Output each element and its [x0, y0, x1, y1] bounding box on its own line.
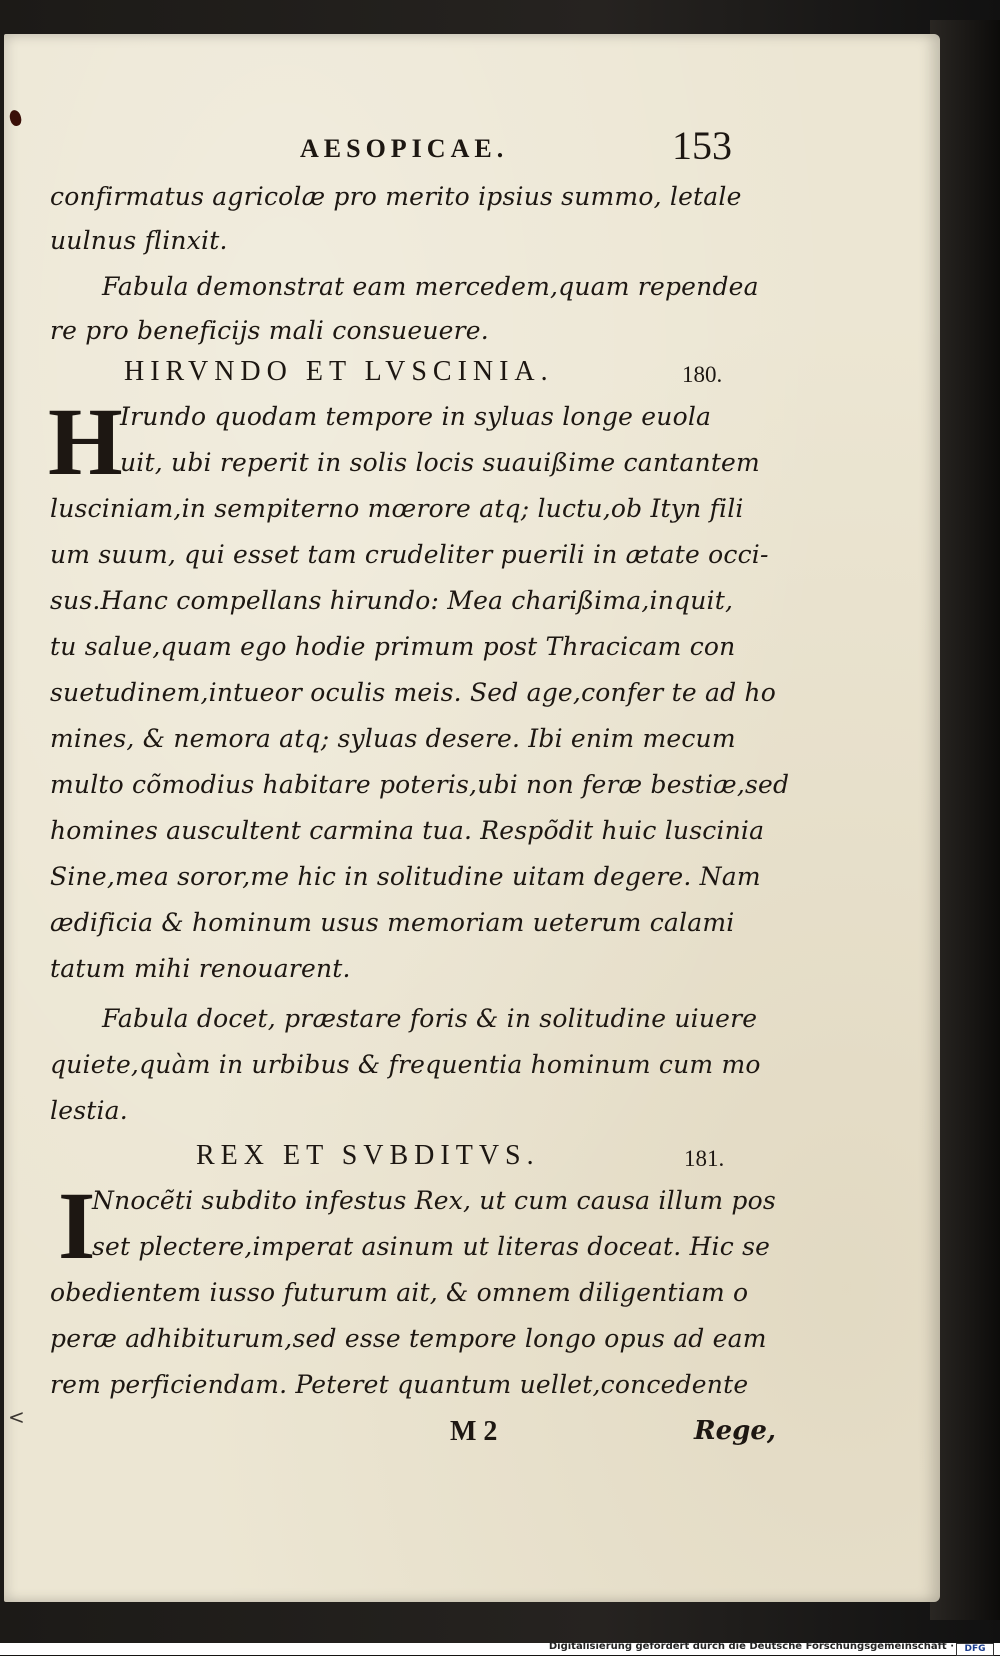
page-number: 153: [672, 123, 732, 168]
drop-capital: I: [58, 1172, 96, 1279]
text-line: set plectere,imperat asinum ut literas doceat. Hic se: [92, 1232, 771, 1261]
text-line: uit, ubi reperit in solis locis suauißime cantantem: [120, 448, 760, 477]
moral-line: re pro beneficijs mali consueuere.: [50, 316, 489, 345]
text-line: sus.Hanc compellans hirundo: Mea charißima,inquit,: [50, 586, 734, 615]
text-line: uulnus flinxit.: [50, 226, 228, 255]
text-line: um suum, qui esset tam crudeliter puerili in ætate occi-: [50, 540, 769, 569]
fable-number: 181.: [684, 1146, 725, 1171]
moral-line: quiete,quàm in urbibus & frequentia hominum cum mo: [50, 1050, 761, 1079]
running-head: AESOPICAE.: [300, 134, 509, 163]
text-line: peræ adhibiturum,sed esse tempore longo opus ad eam: [50, 1324, 767, 1353]
dfg-logo[interactable]: DFG: [956, 1643, 994, 1656]
text-line: multo cõmodius habitare poteris,ubi non feræ bestiæ,sed: [50, 770, 790, 799]
text-line: Sine,mea soror,me hic in solitudine uitam degere. Nam: [50, 862, 761, 891]
text-line: ædificia & hominum usus memoriam ueterum calami: [50, 908, 735, 937]
page-edge-shadow: [930, 20, 1000, 1620]
text-line: homines auscultent carmina tua. Respõdit huic luscinia: [50, 816, 765, 845]
text-line: Nnocẽti subdito infestus Rex, ut cum causa illum pos: [92, 1186, 776, 1215]
catchword: Rege,: [694, 1416, 776, 1446]
text-line: tu salue,quam ego hodie primum post Thracicam con: [50, 632, 736, 661]
text-line: tatum mihi renouarent.: [50, 954, 351, 983]
text-line: mines, & nemora atq; syluas desere. Ibi enim mecum: [50, 724, 736, 753]
text-line: obedientem iusso futurum ait, & omnem diligentiam o: [50, 1278, 749, 1307]
drop-capital: H: [48, 388, 123, 495]
text-line: confirmatus agricolæ pro merito ipsius summo, letale: [50, 182, 742, 211]
fable-title: HIRVNDO ET LVSCINIA.: [124, 356, 554, 387]
fable-number: 180.: [682, 362, 723, 387]
text-line: rem perficiendam. Peteret quantum uellet,concedente: [50, 1370, 749, 1399]
signature-mark: M 2: [450, 1416, 498, 1447]
text-line: lusciniam,in sempiterno mœrore atq; luctu,ob Ityn fili: [50, 494, 744, 523]
text-line: Irundo quodam tempore in syluas longe euola: [120, 402, 712, 431]
fable-title: REX ET SVBDITVS.: [196, 1140, 540, 1171]
moral-line: Fabula demonstrat eam mercedem,quam rependea: [102, 272, 759, 301]
moral-line: Fabula docet, præstare foris & in solitudine uiuere: [102, 1004, 758, 1033]
text-line: suetudinem,intueor oculis meis. Sed age,confer te ad ho: [50, 678, 776, 707]
footer-credit: Digitalisierung gefördert durch die Deutsche Forschungsgemeinschaft ·: [548, 1641, 954, 1652]
margin-mark: <: [8, 1405, 25, 1429]
moral-line: lestia.: [50, 1096, 128, 1125]
